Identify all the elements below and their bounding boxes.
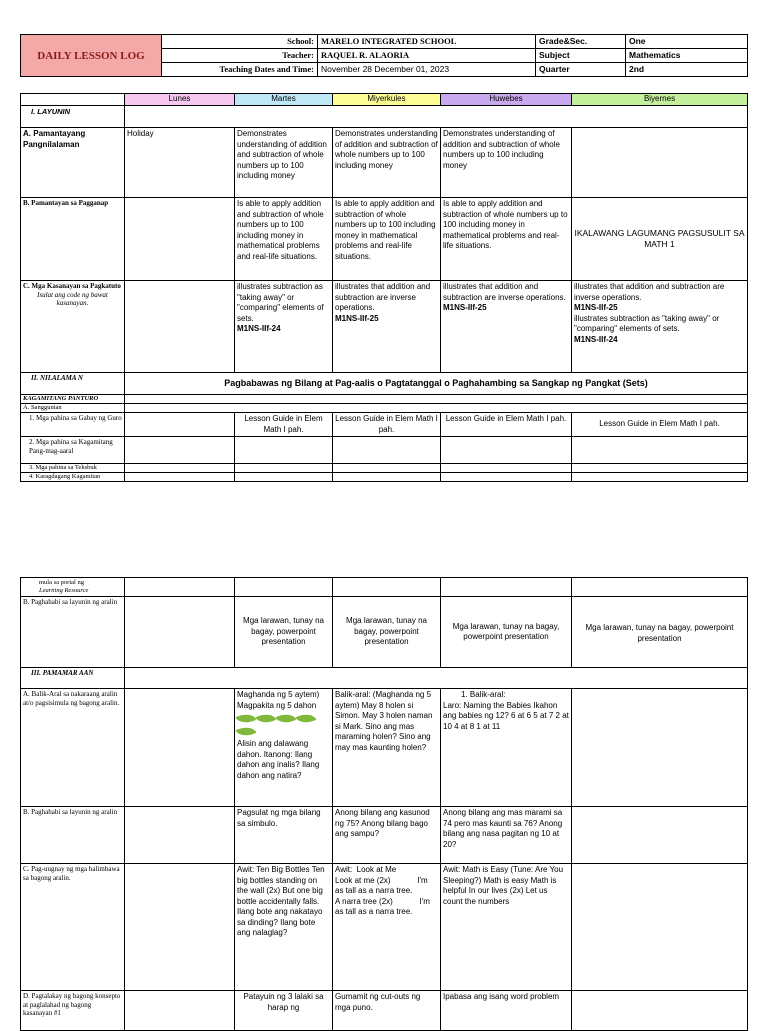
cell-r2-miyerkules [333, 437, 441, 464]
cell-p2c-miyerkules: Awit: Look at Me Look at me (2x) I'm as tall as a narra tree. A narra tree (2x) I'm as tall as a narra tree. [333, 864, 441, 991]
cell-p2b-biyernes: Mga larawan, tunay na bagay, powerpoint presentation [572, 597, 748, 668]
pamantayan-sa-pagganap-label: B. Pamantayan sa Pagganap [21, 198, 125, 281]
cell-p2bb-biyernes [572, 807, 748, 864]
kagamitang-panturo-label: KAGAMITANG PANTURO [21, 395, 125, 404]
corner-cell [21, 94, 125, 106]
cell-r4-martes [235, 473, 333, 482]
teksbuk-label: 3. Mga pahina sa Teksbuk [21, 464, 125, 473]
cell-r3-biyernes [572, 464, 748, 473]
header-table [20, 34, 748, 77]
subject-value: Mathematics [626, 49, 748, 63]
day-header-lunes: Lunes [125, 94, 235, 106]
cell-p2bb-lunes [125, 807, 235, 864]
pamantayang-pangnilalaman-label [21, 128, 125, 198]
cell-b-miyerkules: Is able to apply addition and subtraction of whole numbers up to 100 including money in mathematical problems and real-life situations. [333, 198, 441, 281]
teacher-value: RAQUEL R. ALAORIA [318, 49, 536, 63]
cell-r1-biyernes: Lesson Guide in Elem Math I pah. [572, 413, 748, 437]
cell-r3-miyerkules [333, 464, 441, 473]
section-pamamaraan-heading [21, 668, 125, 689]
cell-p2b-martes: Mga larawan, tunay na bagay, powerpoint presentation [235, 597, 333, 668]
cell-r4-lunes [125, 473, 235, 482]
cell-p2r4-huwebes [441, 578, 572, 597]
teacher-label: Teacher: [162, 49, 318, 63]
cell-b-huwebes: Is able to apply addition and subtraction of whole numbers up to 100 including money in mathematical problems and real-life situations. [441, 198, 572, 281]
cell-r2-huwebes [441, 437, 572, 464]
row-a-prefix: A. [23, 129, 31, 138]
school-label: School: [162, 35, 318, 49]
c-biy-text1: illustrates that addition and subtraction are inverse operations. [574, 282, 725, 302]
row-a-text: Pamantayang Pangnilalaman [23, 129, 86, 149]
cell-p2c-biyernes [572, 864, 748, 991]
cell-r1-miyerkules: Lesson Guide in Elem Math I pah. [333, 413, 441, 437]
kasanayan-note: Isulat ang code ng bawat kasanayan. [37, 290, 108, 307]
c-martes-text: illustrates subtraction as "taking away" or "comparing" elements of sets. [237, 282, 324, 323]
nilalaman-content: Pagbabawas ng Bilang at Pag-aalis o Pagtatanggal o Paghahambing sa Sangkap ng Pangkat (Sets) [125, 373, 748, 395]
kasanayan-sa-pagkatuto-label [21, 281, 125, 373]
sanggunian-spacer [125, 404, 748, 413]
quarter-value: 2nd [626, 63, 748, 77]
cell-p2c-huwebes: Awit: Math is Easy (Tune: Are You Sleeping?) Math is easy Math is helpful In our lives (2x) Let us count the numbers [441, 864, 572, 991]
pamamaraan-spacer [125, 668, 748, 689]
section-nilalaman-heading [21, 373, 125, 395]
kasanayan-label-text: C. Mga Kasanayan sa Pagkatuto [23, 282, 121, 290]
p2a-huw-body: Laro: Naming the Babies Ikahon ang babies ng 12? 6 at 6 5 at 7 2 at 10 4 at 8 1 at 11 [443, 700, 569, 731]
section-layunin-spacer [125, 106, 748, 128]
cell-r4-huwebes [441, 473, 572, 482]
c-biy-text2: illustrates subtraction as "taking away" or "comparing" elements of sets. [574, 313, 720, 333]
cell-p2r4-martes [235, 578, 333, 597]
cell-a-miyerkules: Demonstrates understanding of addition and subtraction of whole numbers up to 100 including money [333, 128, 441, 198]
cell-p2a-biyernes [572, 689, 748, 807]
pag-uugnay-label: C. Pag-uugnay ng mga halimbawa sa bagong aralin. [21, 864, 125, 991]
portal-line1: mula sa portal ng [39, 579, 84, 586]
grade-value: One [626, 35, 748, 49]
karagdagang-kagamitan-label: 4. Karagdagang Kagamitan [21, 473, 125, 482]
c-miy-text: illustrates that addition and subtraction are inverse operations. [335, 282, 431, 312]
daily-lesson-log-title: DAILY LESSON LOG [21, 35, 162, 77]
cell-p2bb-martes: Pagsulat ng mga bilang sa simbulo. [235, 807, 333, 864]
gabay-ng-guro-label: 1. Mga pahina sa Gabay ng Guro [21, 413, 125, 437]
cell-p2r4-biyernes [572, 578, 748, 597]
cell-p2d-miyerkules: Gumamit ng cut-outs ng mga puno. [333, 991, 441, 1031]
leaf-icon [276, 710, 297, 728]
nilalaman-title: NILALAMA N [39, 374, 83, 382]
cell-p2a-lunes [125, 689, 235, 807]
cell-c-biyernes [572, 281, 748, 373]
cell-r4-miyerkules [333, 473, 441, 482]
pamamaraan-title: PAMAMAR AAN [42, 669, 94, 677]
section-layunin-heading: I. LAYUNIN [21, 106, 125, 128]
leaves-illustration-row2 [237, 726, 330, 739]
cell-r1-huwebes: Lesson Guide in Elem Math I pah. [441, 413, 572, 437]
leaf-icon [236, 710, 257, 728]
cell-r1-lunes [125, 413, 235, 437]
c-martes-code: M1NS-IIf-24 [237, 324, 281, 333]
cell-p2d-biyernes [572, 991, 748, 1031]
p2a-martes-text1: Maghanda ng 5 aytem) Magpakita ng 5 dahon [237, 690, 320, 710]
cell-r4-biyernes [572, 473, 748, 482]
cell-b-martes: Is able to apply addition and subtraction of whole numbers up to 100 including money in mathematical problems and real-life situations. [235, 198, 333, 281]
nilalaman-num: II. [31, 374, 39, 382]
paghahabi-label: B. Paghahabi sa layunin ng aralin [21, 807, 125, 864]
day-header-martes: Martes [235, 94, 333, 106]
cell-c-lunes [125, 281, 235, 373]
pamamaraan-num: III. [31, 669, 41, 677]
kagamitang-spacer [125, 395, 748, 404]
c-huw-code: M1NS-IIf-25 [443, 303, 487, 312]
iba-pang-kagamitan-label: B. Paghahabi sa layunin ng aralin [21, 597, 125, 668]
cell-p2a-huwebes [441, 689, 572, 807]
pagtalakay-label: D. Pagtalakay ng bagong konsepto at paglalahad ng bagong kasanayan #1 [21, 991, 125, 1031]
day-header-biyernes: Biyernes [572, 94, 748, 106]
leaves-illustration [237, 711, 330, 726]
cell-p2r4-lunes [125, 578, 235, 597]
leaf-icon [256, 710, 277, 728]
cell-r3-huwebes [441, 464, 572, 473]
cell-p2b-huwebes: Mga larawan, tunay na bagay, powerpoint presentation [441, 597, 572, 668]
p2a-huw-heading: 1. Balik-aral: [461, 690, 506, 699]
p2a-martes-text2: Alisin ang dalawang dahon. Itanong: Ilang dahon ang inalis? Ilang dahon ang natira? [237, 739, 320, 780]
quarter-label: Quarter [536, 63, 626, 77]
dates-value: November 28 December 01, 2023 [318, 63, 536, 77]
sanggunian-label: A. Sanggunian [21, 404, 125, 413]
portal-line2: Learning Resource [39, 587, 89, 594]
leaf-icon [236, 723, 257, 741]
cell-a-lunes: Holiday [125, 128, 235, 198]
cell-a-huwebes: Demonstrates understanding of addition and subtraction of whole numbers up to 100 including money [441, 128, 572, 198]
cell-p2c-martes: Awit: Ten Big Bottles Ten big bottles standing on the wall (2x) But one big bottle accidentally falls. Ilang bote ang nakatayo sa dinding? Ilang bote ang nalaglag? [235, 864, 333, 991]
cell-p2c-lunes [125, 864, 235, 991]
kagamitang-pang-mag-aaral-label: 2. Mga pahina sa Kagamitang Pang-mag-aaral [21, 437, 125, 464]
cell-p2bb-huwebes: Anong bilang ang mas marami sa 74 pero mas kaunti sa 76? Anong bilang ang nasa pagitan ng 10 at 20? [441, 807, 572, 864]
cell-p2b-lunes [125, 597, 235, 668]
cell-p2a-martes [235, 689, 333, 807]
c-biy-code1: M1NS-IIf-25 [574, 303, 618, 312]
cell-p2a-miyerkules: Balik-aral: (Maghanda ng 5 aytem) May 8 holen si Simon. May 3 holen naman si Mark. Sino ang mas maraming holen? Sino ang may mas kaunting holen? [333, 689, 441, 807]
cell-c-miyerkules [333, 281, 441, 373]
lesson-table-page2 [20, 577, 748, 1031]
cell-p2d-lunes [125, 991, 235, 1031]
cell-r2-martes [235, 437, 333, 464]
c-miy-code: M1NS-IIf-25 [335, 313, 379, 323]
cell-p2b-miyerkules: Mga larawan, tunay na bagay, powerpoint presentation [333, 597, 441, 668]
cell-a-biyernes [572, 128, 748, 198]
cell-p2bb-miyerkules: Anong bilang ang kasunod ng 75? Anong bilang bago ang sampu? [333, 807, 441, 864]
cell-r3-martes [235, 464, 333, 473]
cell-r3-lunes [125, 464, 235, 473]
school-value: MARELO INTEGRATED SCHOOL [318, 35, 536, 49]
cell-b-biyernes: IKALAWANG LAGUMANG PAGSUSULIT SA MATH 1 [572, 198, 748, 281]
grade-label: Grade&Sec. [536, 35, 626, 49]
cell-p2r4-miyerkules [333, 578, 441, 597]
cell-c-huwebes [441, 281, 572, 373]
cell-r2-biyernes [572, 437, 748, 464]
cell-a-martes: Demonstrates understanding of addition and subtraction of whole numbers up to 100 including money [235, 128, 333, 198]
day-header-huwebes: Huwebes [441, 94, 572, 106]
subject-label: Subject [536, 49, 626, 63]
balik-aral-label: A. Balik-Aral sa nakaraang aralin at/o pagsisimula ng bagong aralin. [21, 689, 125, 807]
c-huw-text: illustrates that addition and subtraction are inverse operations. [443, 282, 566, 302]
portal-continuation-label [21, 578, 125, 597]
cell-c-martes [235, 281, 333, 373]
cell-p2d-huwebes: Ipabasa ang isang word problem [441, 991, 572, 1031]
c-biy-code2: M1NS-IIf-24 [574, 334, 618, 344]
dates-label: Teaching Dates and Time: [162, 63, 318, 77]
cell-r2-lunes [125, 437, 235, 464]
cell-p2d-martes: Patayuin ng 3 lalaki sa harap ng [235, 991, 333, 1031]
leaf-icon [296, 710, 317, 728]
lesson-table-page1 [20, 93, 748, 482]
cell-b-lunes [125, 198, 235, 281]
cell-r1-martes: Lesson Guide in Elem Math I pah. [235, 413, 333, 437]
day-header-miyerkules: Miyerkules [333, 94, 441, 106]
